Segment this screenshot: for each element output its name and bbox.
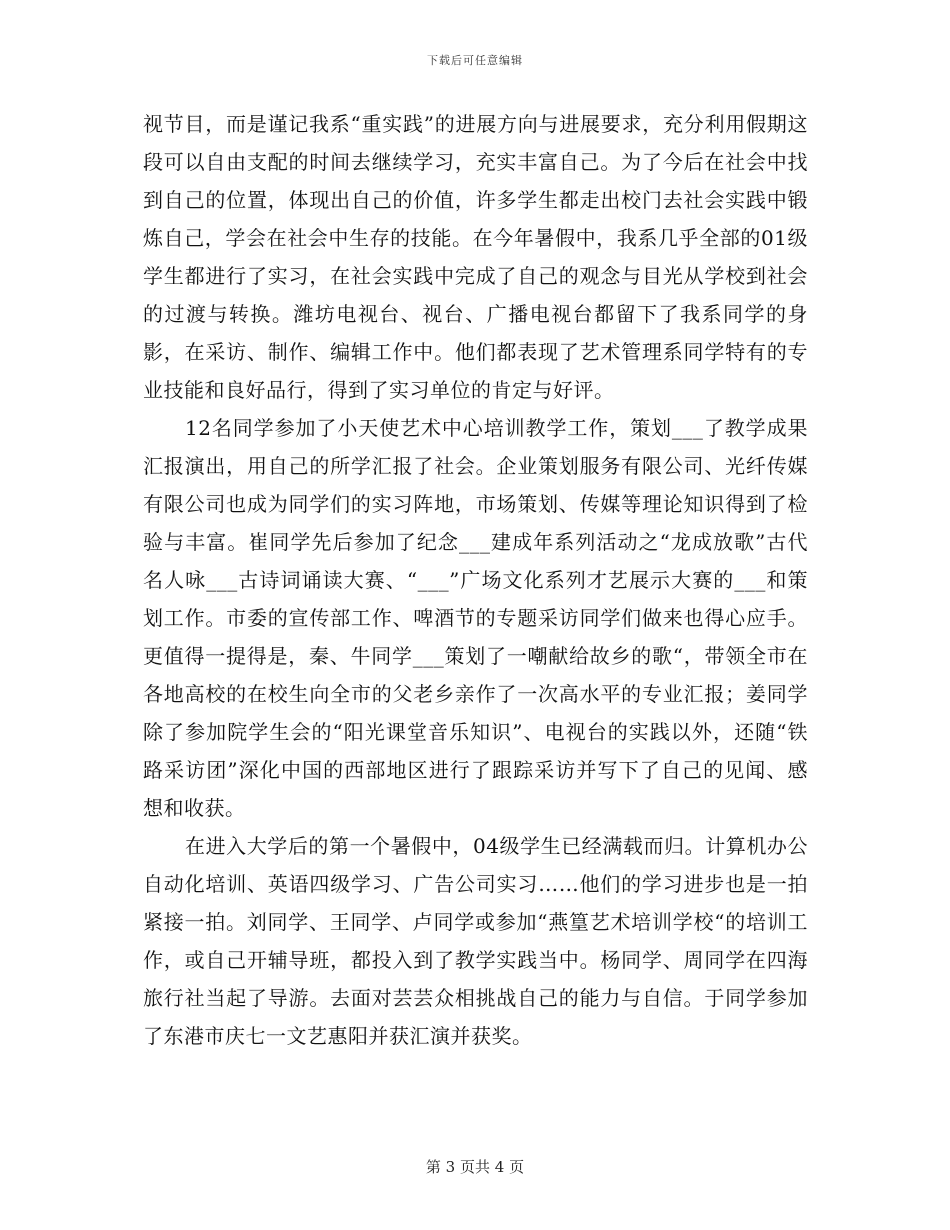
- page-header: 下载后可任意编辑: [427, 54, 523, 67]
- paragraph-2: 12名同学参加了小天使艺术中心培训教学工作，策划___了教学成果汇报演出，用自己的所学汇报了社会。企业策划服务有限公司、光纤传媒有限公司也成为同学们的实习阵地，市场策划、传媒等理论知识得到了检验与丰富。崔同学先后参加了纪念___建成年系列活动之“龙成放歌”古代名人咏___古诗词诵读大赛、“___”广场文化系列才艺展示大赛的___和策划工作。市委的宣传部工作、啤酒节的专题采访同学们做来也得心应手。更值得一提得是，秦、牛同学___策划了一嘲献给故乡的歌“，带领全市在各地高校的在校生向全市的父老乡亲作了一次高水平的专业汇报；姜同学除了参加院学生会的“阳光课堂音乐知识”、电视台的实践以外，还随“铁路采访团”深化中国的西部地区进行了跟踪采访并写下了自己的见闻、感想和收获。: [143, 416, 808, 820]
- page-number: 第 3 页共 4 页: [425, 1158, 525, 1176]
- document-body: [143, 105, 808, 1055]
- paragraph-1: 视节目，而是谨记我系“重实践”的进展方向与进展要求，充分利用假期这段可以自由支配的时间去继续学习，充实丰富自己。为了今后在社会中找到自己的位置，体现出自己的价值，许多学生都走出校门去社会实践中锻炼自己，学会在社会中生存的技能。在今年暑假中，我系几乎全部的01级学生都进行了实习，在社会实践中完成了自己的观念与目光从学校到社会的过渡与转换。潍坊电视台、视台、广播电视台都留下了我系同学的身影，在采访、制作、编辑工作中。他们都表现了艺术管理系同学特有的专业技能和良好品行，得到了实习单位的肯定与好评。: [143, 112, 808, 402]
- paragraph-3: 在进入大学后的第一个暑假中，04级学生已经满载而归。计算机办公自动化培训、英语四级学习、广告公司实习……他们的学习进步也是一拍紧接一拍。刘同学、王同学、卢同学或参加“燕篁艺术培训学校“的培训工作，或自己开辅导班，都投入到了教学实践当中。杨同学、周同学在四海旅行社当起了导游。去面对芸芸众相挑战自己的能力与自信。于同学参加了东港市庆七一文艺惠阳并获汇演并获奖。: [143, 834, 808, 1048]
